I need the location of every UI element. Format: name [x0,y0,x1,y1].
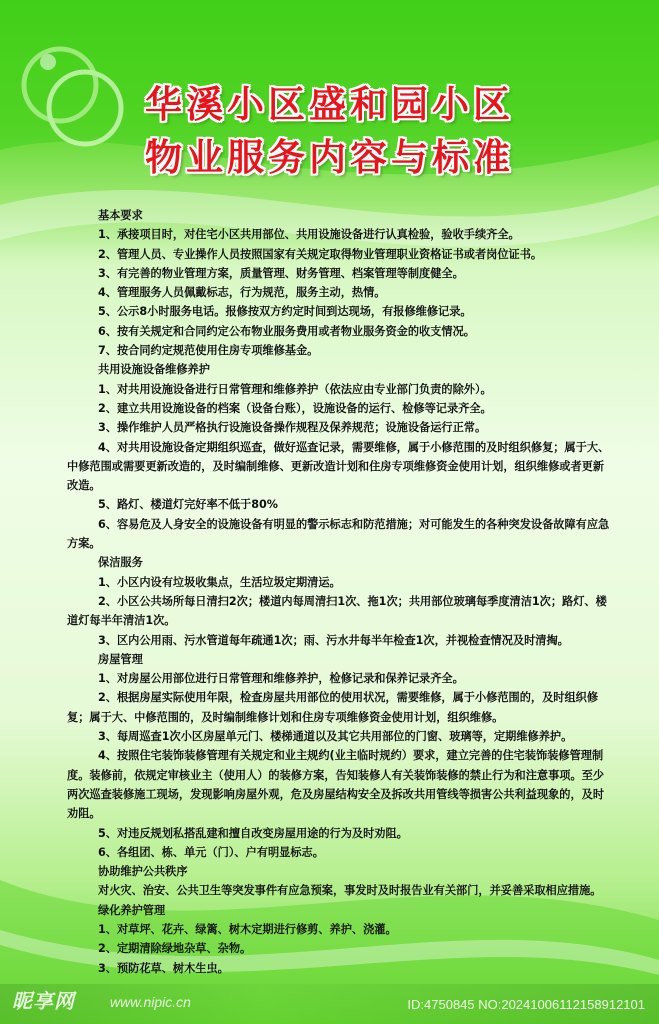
watermark-bar [0,984,659,1024]
page-title-line2: 物业服务内容与标准 [145,136,514,179]
list-item: 1、小区内设有垃圾收集点，生活垃圾定期清运。 [98,575,341,589]
page-title-line1: 华溪小区盛和园小区 [145,83,514,126]
list-item: 3、有完善的物业管理方案，质量管理、财务管理、档案管理等制度健全。 [98,266,464,280]
list-item: 5、公示8小时服务电话。报修按双方约定时间到达现场，有报修维修记录。 [98,305,472,319]
list-item: 3、操作维护人员严格执行设施设备操作规程及保养规范；设施设备运行正常。 [98,421,487,435]
section-heading-basic: 基本要求 [98,209,143,222]
list-item: 6、容易危及人身安全的设施设备有明显的警示标志和防范措施；对可能发生的各种突发设备故障有应急方案。 [67,517,610,551]
list-item: 1、对房屋公用部位进行日常管理和维修养护，检修记录和保养记录齐全。 [98,672,464,686]
list-item: 1、承接项目时，对住宅小区共用部位、共用设施设备进行认真检验，验收手续齐全。 [98,228,520,242]
list-item: 3、区内公用雨、污水管道每年疏通1次；雨、污水井每半年检查1次，并视检查情况及时清掏。 [98,633,569,647]
service-content [67,206,612,978]
list-item: 4、按照住宅装饰装修管理有关规定和业主规约(业主临时规约）要求，建立完善的住宅装饰装修管理制度。装修前，依规定审核业主（使用人）的装修方案，告知装修人有关装饰装修的禁止行为和注意事项。至少两次巡查装修施工现场，发现影响房屋外观，危及房屋结构安全及拆改共用管线等损害公共利益现象的，及时劝阻。 [67,749,605,821]
list-item: 5、对违反规划私搭乱建和擅自改变房屋用途的行为及时劝阻。 [98,826,408,840]
list-item: 2、定期清除绿地杂草、杂物。 [98,942,252,956]
section-heading-greening: 绿化养护管理 [98,903,166,917]
list-item: 2、小区公共场所每日清扫2次；楼道内每周清扫1次、拖1次；共用部位玻璃每季度清洁1次；路灯、楼道灯每半年清洁1次。 [67,594,607,628]
list-item: 2、根据房屋实际使用年限，检查房屋共用部位的使用状况，需要维修，属于小修范围的，及时组织修复；属于大、中修范围的，及时编制维修计划和住房专项维修资金使用计划，组织维修。 [67,691,599,724]
watermark-logo: 昵享网 [12,989,75,1013]
list-item: 2、管理人员、专业操作人员按照国家有关规定取得物业管理职业资格证书或者岗位证书。 [98,247,543,261]
section-heading-cleaning: 保洁服务 [98,556,143,570]
list-item: 7、按合同约定规范使用住房专项维修基金。 [98,344,319,358]
section-heading-housing: 房屋管理 [98,652,143,666]
list-item: 6、各组团、栋、单元（门）、户有明显标志。 [98,845,324,859]
list-item: 对火灾、治安、公共卫生等突发事件有应急预案，事发时及时报告业有关部门，并妥善采取相应措施。 [98,884,602,898]
watermark-url: www.nipic.cn [110,994,191,1010]
list-item: 3、预防花草、树木生虫。 [98,961,229,975]
section-heading-order: 协助维护公共秩序 [98,865,188,879]
list-item: 1、对共用设施设备进行日常管理和维修养护（依法应由专业部门负责的除外）。 [98,382,492,396]
section-heading-facilities: 共用设施设备维修养护 [98,363,210,377]
list-item: 3、每周巡查1次小区房屋单元门、楼梯通道以及其它共用部位的门窗、玻璃等，定期维修养护。 [98,730,573,744]
list-item: 1、对草坪、花卉、绿篱、树木定期进行修剪、养护、浇灌。 [98,922,397,936]
list-item: 4、对共用设施设备定期组织巡查，做好巡查记录，需要维修，属于小修范围的及时组织修复；属于大、中修范围或需要更新改造的，及时编制维修、更新改造计划和住房专项维修资金使用计划，组织维修或者更新改造。 [67,440,610,493]
watermark-id: ID:4750845 NO:20241006112158912101 [407,997,645,1012]
list-item: 6、按有关规定和合同约定公布物业服务费用或者物业服务资金的收支情况。 [98,324,475,338]
list-item: 5、路灯、楼道灯完好率不低于80% [98,498,279,512]
list-item: 4、管理服务人员佩戴标志，行为规范，服务主动，热情。 [98,286,386,300]
list-item: 2、建立共用设施设备的档案（设备台账），设施设备的运行、检修等记录齐全。 [98,401,492,415]
